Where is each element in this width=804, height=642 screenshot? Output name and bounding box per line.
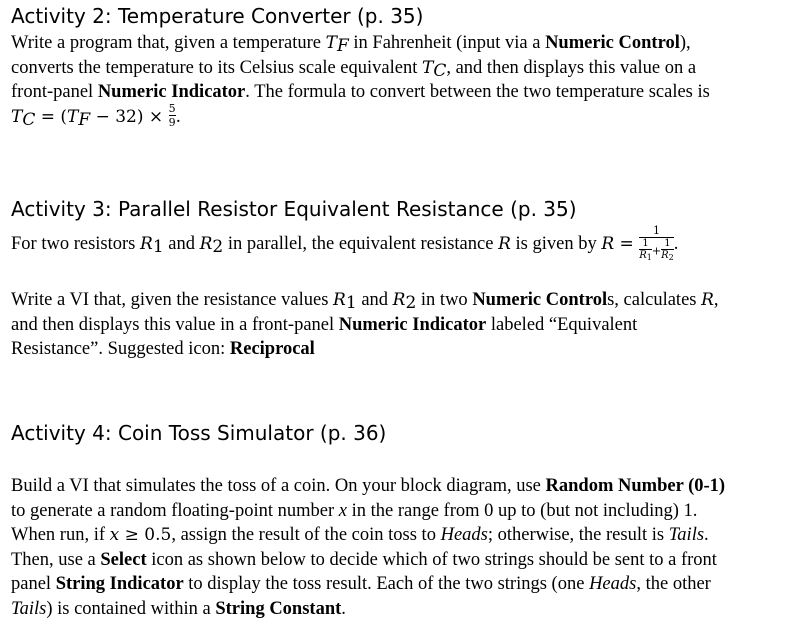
activity3-paragraph-2: Write a VI that, given the resistance values $R_1$ and $R_2$ in two Numeric Controls, calculates R, and then displays this value in a front-panel Numeric Indicator labeled “Equivalent Resistance”. Suggested icon: Reciprocal	[11, 290, 719, 359]
activity2-paragraph: Write a program that, given a temperature $T_F$ in Fahrenheit (input via a Numeric Control), converts the temperature to its Celsius scale equivalent $T_C$, and then displays this value on a front-panel Numeric Indicator. The formula to convert between the two temperature scales is $T_C = (T_F - 32)$ × $\frac{5}{9}$ .	[11, 33, 710, 130]
activity2-heading: Activity 2: Temperature Converter (p. 35)	[11, 4, 424, 28]
parallel-resistance-fraction: 1 $\frac{1}{R_1}$ + $\frac{1}{R_2}$	[639, 224, 674, 262]
activity3-paragraph-1: For two resistors $R_1$ and $R_2$ in parallel, the equivalent resistance R is given by R = 1 $\frac{1}{R_1}$ + $\frac{1}{R_2}$ .	[11, 224, 679, 262]
activity4-paragraph: Build a VI that simulates the toss of a coin. On your block diagram, use Random Number (0-1) to generate a random floating-point number x in the range from 0 up to (but not including) 1. When run, if x ≥ 0.5, assign the result of the coin toss to Heads; otherwise, the result is Tails. Then, use a Select icon as shown below to decide which of two strings should be sent to a front panel String Indicator to display the toss result. Each of the two strings (one Heads, the other Tails) is contained within a String Constant.	[11, 476, 726, 619]
temperature-formula: $T_C = (T_F - 32)$ × $\frac{5}{9}$ .	[11, 102, 181, 130]
activity3-heading: Activity 3: Parallel Resistor Equivalent Resistance (p. 35)	[11, 197, 577, 221]
activity4-heading: Activity 4: Coin Toss Simulator (p. 36)	[11, 421, 387, 445]
